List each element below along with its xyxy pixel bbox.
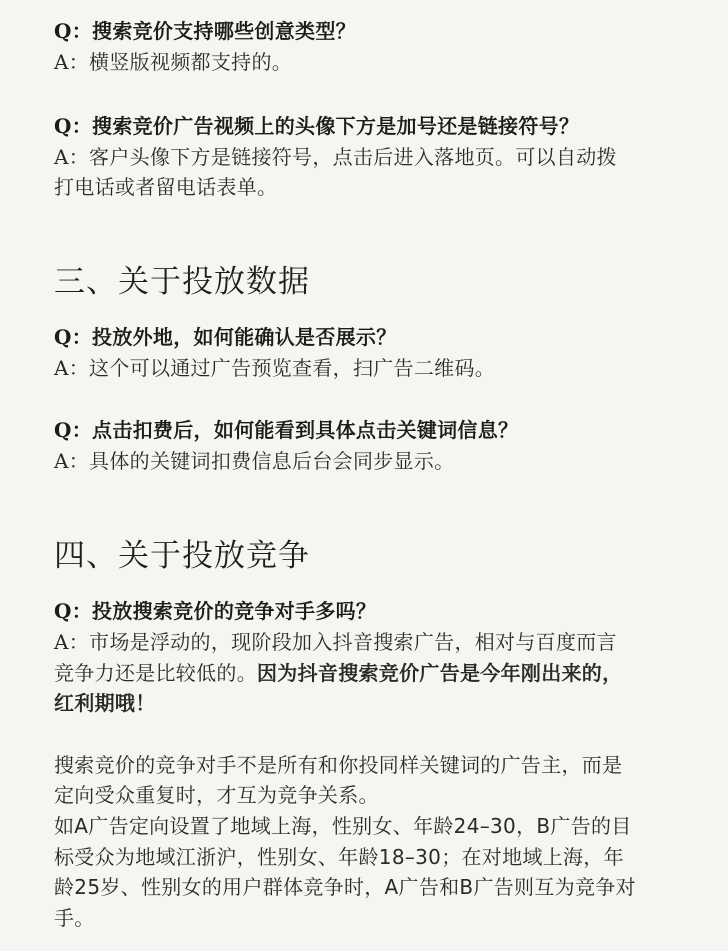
answer-text: 客户头像下方是链接符号，点击后进入落地页。可以自动拨 (89, 145, 617, 169)
question-label: Q： (54, 114, 93, 138)
answer-text: 市场是浮动的，现阶段加入抖音搜索广告，相对与百度而言 (89, 630, 617, 654)
question-label: Q： (54, 418, 93, 442)
answer-label: A： (54, 630, 90, 654)
answer-text: 这个可以通过广告预览查看，扫广告二维码。 (89, 356, 496, 380)
question-text: 点击扣费后，如何能看到具体点击关键词信息？ (92, 418, 519, 442)
question-label: Q： (54, 599, 93, 623)
answer-creative-types (54, 48, 292, 76)
answer-label: A： (54, 50, 90, 74)
answer-competitors-line2 (54, 659, 622, 687)
answer-remote-display (54, 354, 495, 382)
question-text: 搜索竞价支持哪些创意类型？ (92, 19, 356, 43)
question-avatar-symbol (54, 112, 579, 140)
answer-emphasis: 因为抖音搜索竞价广告是今年刚出来的， (257, 661, 623, 685)
question-creative-types (54, 17, 356, 45)
question-text: 搜索竞价广告视频上的头像下方是加号还是链接符号？ (92, 114, 580, 138)
paragraph-competition-line2: 定向受众重复时，才互为竞争关系。 (54, 783, 379, 807)
paragraph-example-line2: 标受众为地域江浙沪，性别女、年龄18–30；在对地域上海，年 (54, 845, 624, 869)
answer-avatar-symbol-line1 (54, 143, 617, 171)
answer-label: A： (54, 145, 90, 169)
paragraph-example-line3: 龄25岁、性别女的用户群体竞争时，A广告和B广告则互为竞争对 (54, 875, 636, 899)
answer-avatar-symbol-line2 (54, 173, 277, 201)
section-heading-competition: 四、关于投放竞争 (54, 538, 310, 574)
question-competitors (54, 597, 376, 625)
paragraph-competition-line1: 搜索竞价的竞争对手不是所有和你投同样关键词的广告主，而是 (54, 753, 623, 777)
section-heading-data: 三、关于投放数据 (54, 264, 310, 300)
answer-competitors-line3: 红利期哦！ (54, 691, 156, 715)
answer-text: 横竖版视频都支持的。 (89, 50, 293, 74)
answer-label: A： (54, 356, 90, 380)
question-text: 投放搜索竞价的竞争对手多吗？ (92, 599, 377, 623)
question-label: Q： (54, 19, 93, 43)
answer-label: A： (54, 449, 90, 473)
answer-competitors-line1 (54, 628, 617, 656)
answer-text: 竞争力还是比较低的。 (54, 661, 257, 685)
answer-text: 打电话或者留电话表单。 (54, 175, 278, 199)
question-label: Q： (54, 325, 93, 349)
answer-click-keywords (54, 447, 454, 475)
question-click-keywords (54, 416, 518, 444)
question-remote-display (54, 323, 397, 351)
answer-text: 具体的关键词扣费信息后台会同步显示。 (89, 449, 455, 473)
paragraph-example-line4: 手。 (54, 906, 95, 930)
paragraph-example-line1: 如A广告定向设置了地域上海，性别女、年龄24–30，B广告的目 (54, 814, 632, 838)
question-text: 投放外地，如何能确认是否展示？ (92, 325, 397, 349)
